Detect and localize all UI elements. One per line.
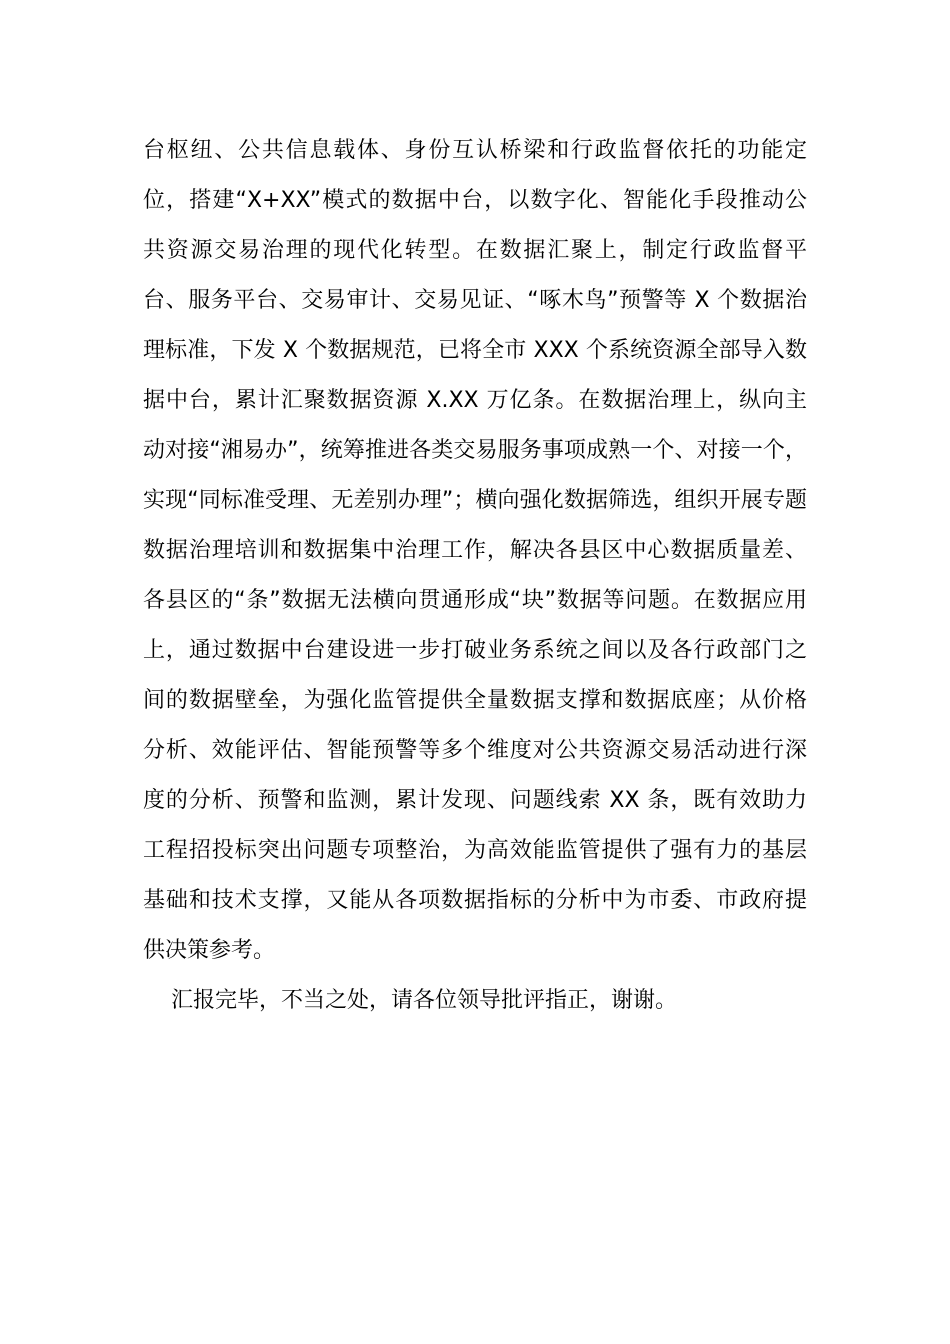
- text-line: 实现“同标准受理、无差别办理”；横向强化数据筛选，组织开展专题: [143, 488, 807, 513]
- text-line: 台、服务平台、交易审计、交易见证、“啄木鸟”预警等 X 个数据治: [143, 288, 807, 313]
- text-line: 动对接“湘易办”，统筹推进各类交易服务事项成熟一个、对接一个，: [143, 438, 807, 463]
- text-line: 各县区的“条”数据无法横向贯通形成“块”数据等问题。在数据应用: [143, 588, 807, 613]
- text-line: 位，搭建“X+XX”模式的数据中台，以数字化、智能化手段推动公: [143, 188, 807, 213]
- text-line: 台枢纽、公共信息载体、身份互认桥梁和行政监督依托的功能定: [143, 138, 807, 163]
- text-line: 数据治理培训和数据集中治理工作，解决各县区中心数据质量差、: [143, 538, 807, 563]
- text-line: 分析、效能评估、智能预警等多个维度对公共资源交易活动进行深: [143, 738, 807, 763]
- text-line: 据中台，累计汇聚数据资源 X.XX 万亿条。在数据治理上，纵向主: [143, 388, 807, 413]
- text-line: 理标准，下发 X 个数据规范，已将全市 XXX 个系统资源全部导入数: [143, 338, 807, 363]
- document-body: [143, 126, 807, 1026]
- paragraph-closing: [143, 976, 807, 1026]
- text-line: 工程招投标突出问题专项整治，为高效能监管提供了强有力的基层: [143, 838, 807, 863]
- paragraph-main: [143, 126, 807, 976]
- text-line: 度的分析、预警和监测，累计发现、问题线索 XX 条，既有效助力: [143, 788, 807, 813]
- text-line: 间的数据壁垒，为强化监管提供全量数据支撑和数据底座；从价格: [143, 688, 807, 713]
- text-line: 共资源交易治理的现代化转型。在数据汇聚上，制定行政监督平: [143, 238, 807, 263]
- text-line: 基础和技术支撑，又能从各项数据指标的分析中为市委、市政府提: [143, 888, 807, 913]
- text-line: 上，通过数据中台建设进一步打破业务系统之间以及各行政部门之: [143, 638, 807, 663]
- text-line: 供决策参考。: [143, 938, 276, 963]
- closing-line: 汇报完毕，不当之处，请各位领导批评指正，谢谢。: [171, 988, 678, 1013]
